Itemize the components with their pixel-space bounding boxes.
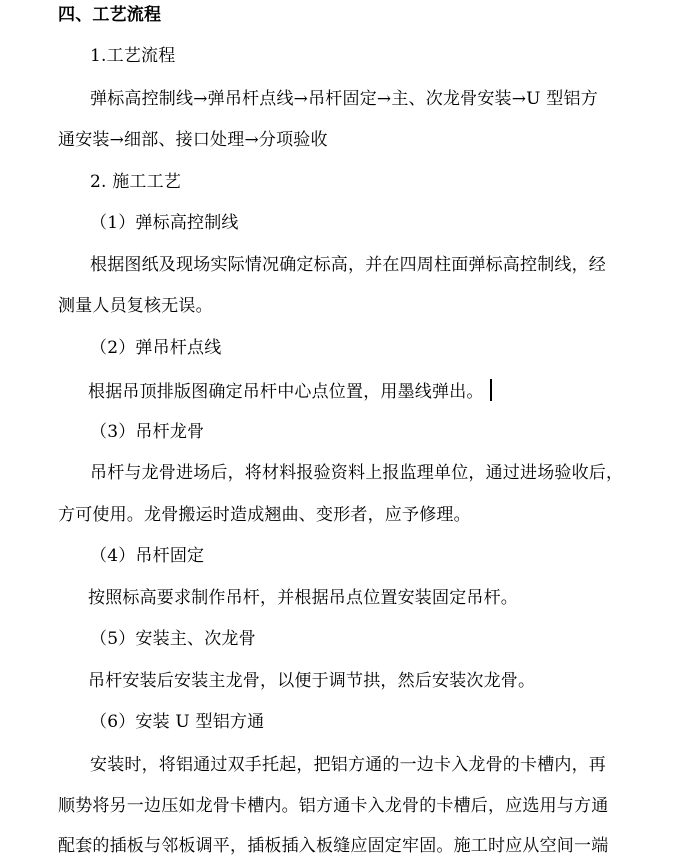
step-3-title: （3）吊杆龙骨 xyxy=(90,422,205,442)
step-1-paragraph-line-1: 根据图纸及现场实际情况确定标高，并在四周柱面弹标高控制线，经 xyxy=(90,255,606,275)
text-cursor-caret xyxy=(490,379,492,401)
step-2-title: （2）弹吊杆点线 xyxy=(90,338,222,358)
step-2-paragraph-text: 根据吊顶排版图确定吊杆中心点位置，用墨线弹出。 xyxy=(88,382,484,402)
process-flow-line-1: 弹标高控制线→弹吊杆点线→吊杆固定→主、次龙骨安装→U 型铝方 xyxy=(90,89,598,109)
step-3-paragraph-line-1: 吊杆与龙骨进场后，将材料报验资料上报监理单位，通过进场验收后， xyxy=(90,463,624,483)
subsection-title-process: 1.工艺流程 xyxy=(90,46,176,66)
step-1-title: （1）弹标高控制线 xyxy=(90,213,239,233)
step-4-paragraph: 按照标高要求制作吊杆，并根据吊点位置安装固定吊杆。 xyxy=(88,588,518,608)
step-6-paragraph-line-3: 配套的插板与邻板调平，插板插入板缝应固定牢固。施工时应从空间一端 xyxy=(58,836,609,856)
subsection-title-construction: 2. 施工工艺 xyxy=(90,172,182,192)
step-6-paragraph-line-1: 安装时，将铝通过双手托起，把铝方通的一边卡入龙骨的卡槽内，再 xyxy=(90,755,606,775)
process-flow-line-2: 通安装→细部、接口处理→分项验收 xyxy=(58,130,328,150)
step-5-paragraph: 吊杆安装后安装主龙骨，以便于调节拱，然后安装次龙骨。 xyxy=(88,671,536,691)
step-6-title: （6）安装 U 型铝方通 xyxy=(90,712,265,732)
step-4-title: （4）吊杆固定 xyxy=(90,546,205,566)
step-1-paragraph-line-2: 测量人员复核无误。 xyxy=(58,296,213,316)
step-3-paragraph-line-2: 方可使用。龙骨搬运时造成翘曲、变形者，应予修理。 xyxy=(58,505,471,525)
step-5-title: （5）安装主、次龙骨 xyxy=(90,629,256,649)
section-heading: 四、工艺流程 xyxy=(58,5,162,25)
step-2-paragraph xyxy=(88,379,492,403)
step-6-paragraph-line-2: 顺势将另一边压如龙骨卡槽内。铝方通卡入龙骨的卡槽后，应选用与方通 xyxy=(58,796,609,816)
